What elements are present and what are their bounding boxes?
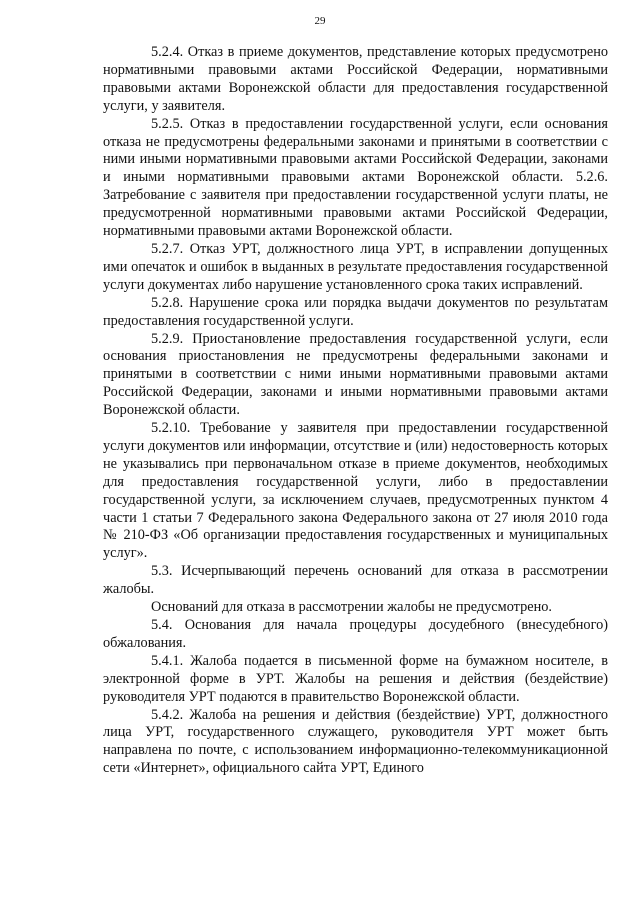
paragraph-5-4: 5.4. Основания для начала процедуры досудебного (внесудебного) обжалования. (103, 617, 608, 651)
paragraph-5-2-8: 5.2.8. Нарушение срока или порядка выдачи документов по результатам предоставления государственной услуги. (103, 294, 608, 329)
paragraph-5-2-7: 5.2.7. Отказ УРТ, должностного лица УРТ, в исправлении допущенных ими опечаток и ошибок в выданных в результате предоставления государственной услуги документах либо нарушение установленного срока таких исправлений. (103, 240, 608, 293)
paragraph-5-2-5: 5.2.5. Отказ в предоставлении государственной услуги, если основания отказа не предусмотрены федеральными законами и принятыми в соответствии с ними иными нормативными правовыми актами Российской Федерации, законами и иными нормативными правовыми актами Воронежской области. 5.2.6. Затребование с заявителя при предоставлении государственной услуги платы, не предусмотренной нормативными правовыми актами Российской Федерации, нормативными правовыми актами Воронежской области. (103, 115, 608, 240)
paragraph-5-2-10: 5.2.10. Требование у заявителя при предоставлении государственной услуги документов или информации, отсутствие и (или) недостоверность которых не указывались при первоначальном отказе в приеме документов, необходимых для предоставления государственной услуги, либо в предоставлении государственной услуги, за исключением случаев, предусмотренных пунктом 4 части 1 статьи 7 Федерального закона Федерального закона от 27 июля 2010 года № 210-ФЗ «Об организации предоставления государственных и муниципальных услуг». (103, 420, 608, 562)
paragraph-5-4-2: 5.4.2. Жалоба на решения и действия (бездействие) УРТ, должностного лица УРТ, государственного служащего, руководителя УРТ может быть направлена по почте, с использованием информационно-телекоммуникационной сети «Интернет», официального сайта УРТ, Единого (103, 706, 608, 777)
paragraph-5-2-4: 5.2.4. Отказ в приеме документов, представление которых предусмотрено нормативными правовыми актами Российской Федерации, нормативными правовыми актами Воронежской области для предоставления государственной услуги, у заявителя. (103, 44, 608, 114)
page-number: 29 (314, 15, 326, 27)
paragraph-5-4-1: 5.4.1. Жалоба подается в письменной форме на бумажном носителе, в электронной форме в УРТ. Жалобы на решения и действия (бездействие) руководителя УРТ подаются в правительство Воронежской области. (103, 652, 608, 705)
paragraph-5-2-9: 5.2.9. Приостановление предоставления государственной услуги, если основания приостановления не предусмотрены федеральными законами и принятыми в соответствии с ними иными нормативными правовыми актами Российской Федерации, законами и иными нормативными правовыми актами Воронежской области. (103, 330, 608, 419)
document-body (103, 44, 608, 778)
paragraph-no-grounds: Оснований для отказа в рассмотрении жалобы не предусмотрено. (151, 599, 552, 616)
paragraph-5-3: 5.3. Исчерпывающий перечень оснований для отказа в рассмотрении жалобы. (103, 563, 608, 598)
